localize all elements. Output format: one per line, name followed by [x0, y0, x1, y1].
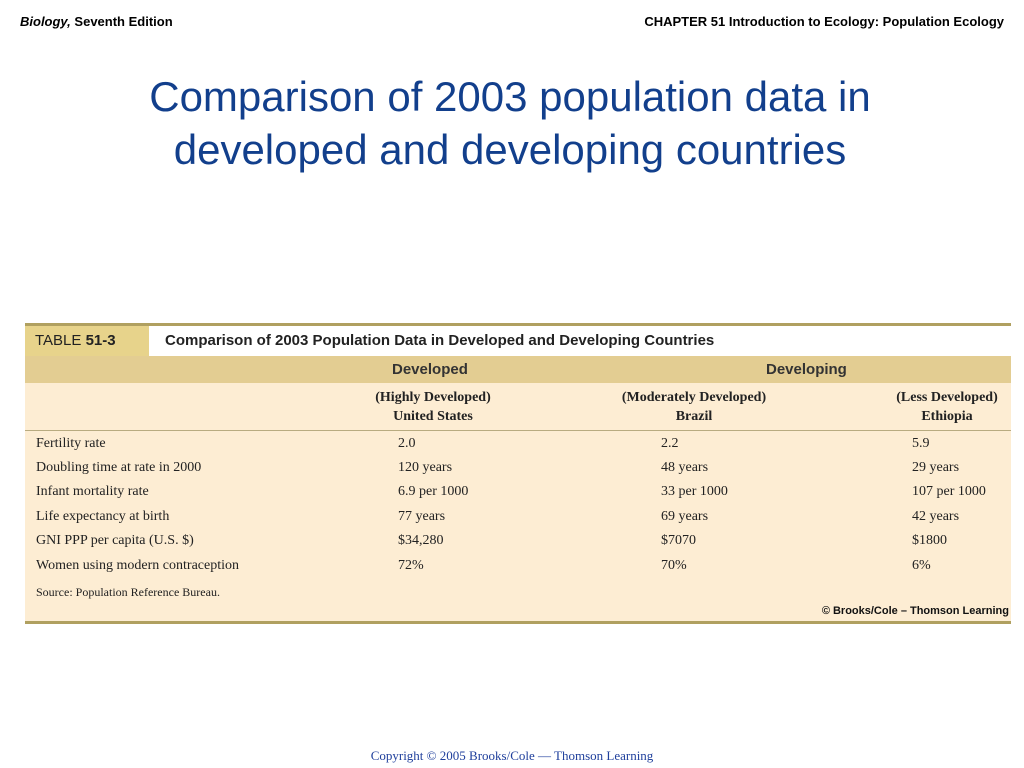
table-credit: © Brooks/Cole – Thomson Learning — [821, 605, 1009, 617]
header-divider — [25, 430, 1011, 431]
table-row — [25, 480, 1011, 504]
cell-ethiopia: 5.9 — [912, 436, 930, 451]
column-country: Ethiopia — [921, 409, 973, 424]
table-title-bar — [25, 326, 1011, 356]
cell-ethiopia: 29 years — [912, 460, 960, 475]
cell-brazil: $7070 — [661, 533, 696, 548]
edition-label: Seventh Edition — [74, 14, 173, 29]
table-source-note: Source: Population Reference Bureau. — [36, 585, 220, 599]
group-header-developing: Developing — [766, 361, 847, 378]
book-title: Biology, — [20, 14, 71, 29]
table-row — [25, 456, 1011, 480]
cell-us: 120 years — [398, 460, 453, 475]
population-table — [25, 323, 1011, 624]
row-label: Fertility rate — [36, 436, 106, 451]
cell-us: 2.0 — [398, 436, 416, 451]
column-level: (Less Developed) — [896, 390, 998, 405]
row-label: Doubling time at rate in 2000 — [36, 460, 202, 475]
table-row — [25, 554, 1011, 578]
cell-brazil: 70% — [661, 558, 687, 573]
table-row — [25, 432, 1011, 456]
column-country: Brazil — [675, 409, 713, 424]
column-level: (Highly Developed) — [375, 390, 491, 405]
table-row — [25, 529, 1011, 553]
row-label: Life expectancy at birth — [36, 509, 170, 524]
cell-brazil: 48 years — [661, 460, 709, 475]
cell-ethiopia: 6% — [912, 558, 931, 573]
column-country: United States — [393, 409, 473, 424]
cell-us: 77 years — [398, 509, 446, 524]
table-number-tag — [25, 326, 149, 356]
cell-us: $34,280 — [398, 533, 444, 548]
column-header-ethiopia — [883, 388, 1011, 426]
cell-us: 6.9 per 1000 — [398, 484, 469, 499]
chapter-header: CHAPTER 51 Introduction to Ecology: Population Ecology — [644, 14, 1004, 29]
slide-title-line-1: Comparison of 2003 population data in — [149, 73, 871, 120]
book-header — [20, 14, 173, 29]
row-label: GNI PPP per capita (U.S. $) — [36, 533, 194, 548]
copyright-footer: Copyright © 2005 Brooks/Cole — Thomson Learning — [370, 748, 654, 763]
cell-brazil: 2.2 — [661, 436, 679, 451]
cell-ethiopia: $1800 — [912, 533, 947, 548]
cell-ethiopia: 42 years — [912, 509, 960, 524]
row-label: Infant mortality rate — [36, 484, 149, 499]
column-header-us — [358, 388, 508, 426]
group-header-band — [25, 356, 1011, 383]
table-caption: Comparison of 2003 Population Data in Developed and Developing Countries — [165, 332, 715, 349]
cell-us: 72% — [398, 558, 424, 573]
cell-ethiopia: 107 per 1000 — [912, 484, 986, 499]
table-tag-number: 51-3 — [85, 332, 116, 349]
group-header-developed: Developed — [392, 361, 468, 378]
column-level: (Moderately Developed) — [621, 390, 767, 405]
table-row — [25, 505, 1011, 529]
column-header-brazil — [613, 388, 775, 426]
slide-title-line-2: developed and developing countries — [173, 126, 847, 173]
table-tag-prefix: TABLE — [35, 332, 82, 349]
row-label: Women using modern contraception — [36, 558, 239, 573]
cell-brazil: 69 years — [661, 509, 709, 524]
cell-brazil: 33 per 1000 — [661, 484, 728, 499]
slide-title — [60, 70, 960, 176]
